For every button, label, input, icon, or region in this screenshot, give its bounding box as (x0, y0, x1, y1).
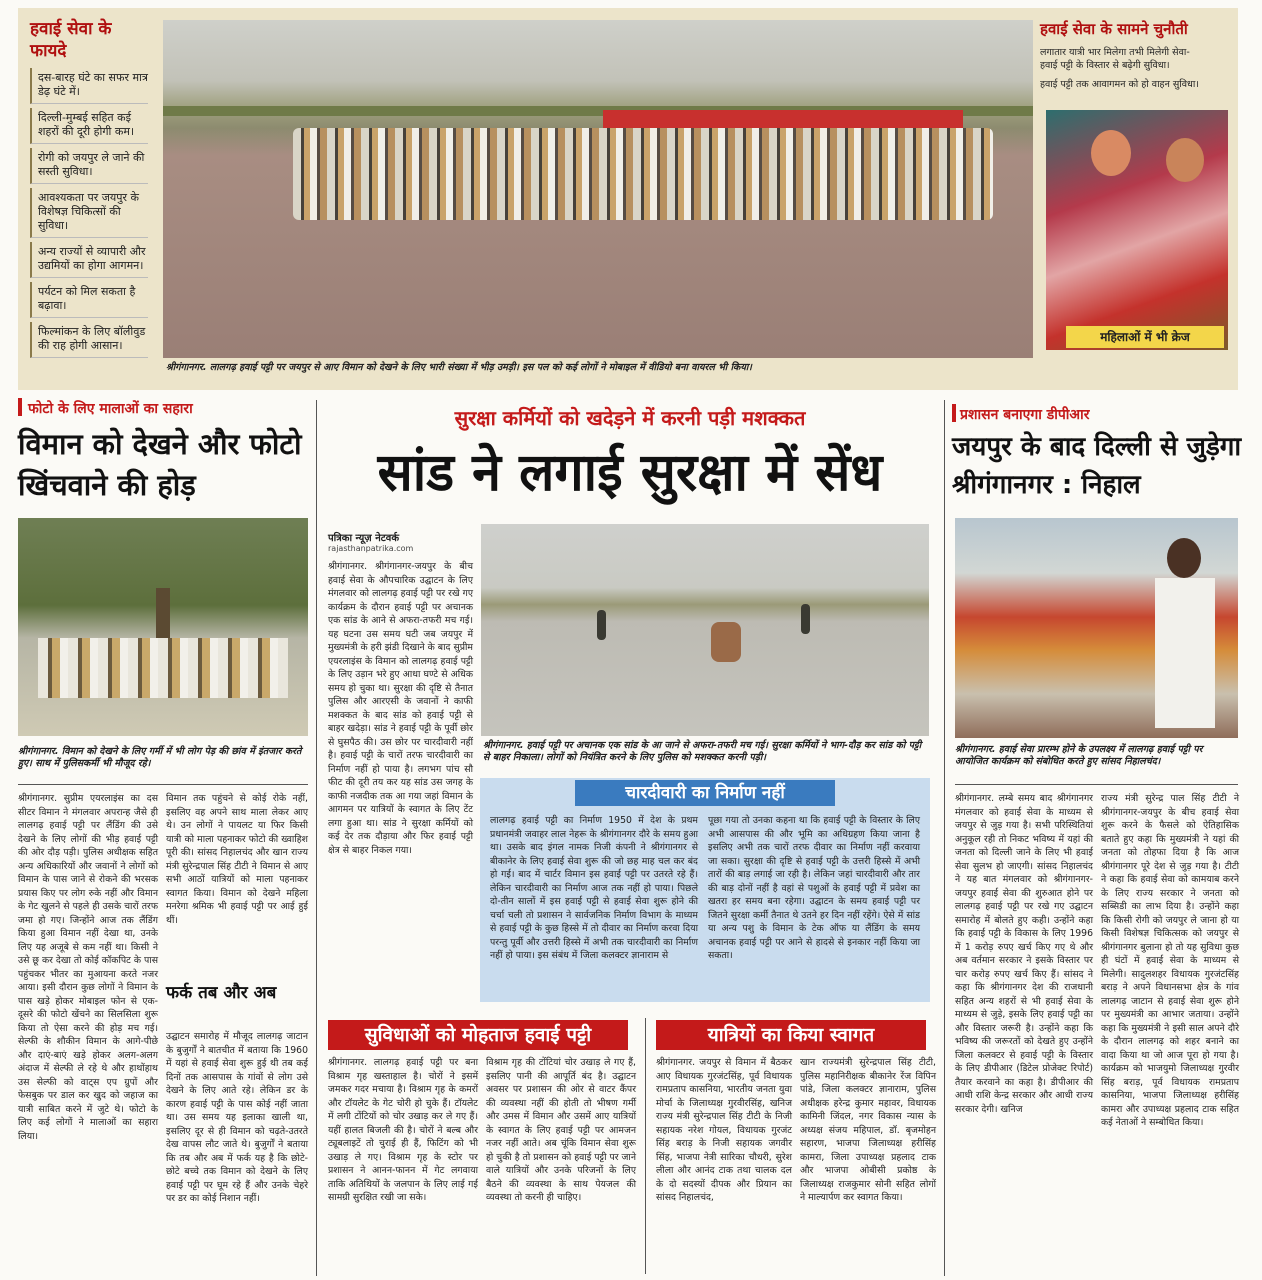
byline: पत्रिका न्यूज़ नेटवर्क (328, 533, 400, 544)
right-col1: श्रीगंगानगर. लम्बे समय बाद श्रीगंगानगर मंगलवार को हवाई सेवा के माध्यम से जयपुर से जुड़ गया है। सभी परिस्थितियां अनुकूल रही तो निकट भविष्य में यहां की जनता को दिल्ली जाने के लिए भी हवाई सेवा सुलभ हो जाएगी। सांसद निहालचंद ने यह बात मंगलवार को श्रीगंगानगर-जयपुर हवाई सेवा की शुरुआत होने पर लालगढ़ हवाई पट्टी पर रखे गए उद्घाटन समारोह में बोलते हुए कही। उन्होंने कहा कि हवाई पट्टी के विकास के लिए 1996 में 1 करोड़ रुपए खर्च किए गए थे और अब वर्तमान सरकार ने इसके विस्तार पर चार करोड़ रुपए खर्च किए हैं। सांसद ने कहा कि श्रीगंगानगर देश की राजधानी सहित अन्य शहरों से भी हवाई सेवा के माध्यम से जुड़े, इसके लिए हवाई पट्टी का और विस्तार जरूरी है। उन्होंने कहा कि भविष्य की जरूरतों को देखते हुए उन्होंने जिला कलक्टर से हवाई पट्टी के विस्तार के लिए डीपीआर (डिटेल प्रोजेक्ट रिपोर्ट) तैयार करवाने का कहा है। डीपीआर की आधी राशि केन्द्र सरकार और आधी राज्य सरकार देगी। खनिज (955, 793, 1093, 1115)
challenge-line: हवाई पट्टी तक आवागमन को हो वाहन सुविधा। (1040, 79, 1199, 90)
left-photo-caption: श्रीगंगानगर. विमान को देखने के लिए गर्मी में भी लोग पेड़ की छांव में इंतजार करते हुए। साथ में पुलिसकर्मी भी मौजूद रहे। (18, 746, 302, 769)
face (1091, 130, 1131, 176)
facilities-col1: श्रीगंगानगर. लालगढ़ हवाई पट्टी पर बना विश्राम गृह खस्ताहाल है। चोरों ने इसमें जमकर गदर मचाया है। विश्राम गृह के कमरों और टॉयलेट के गेट चोरी हो चुके हैं। टॉयलेट में लगी टोंटियों को चोर उखाड़ कर ले गए हैं। यहीं हालत बिजली की है। चोरों ने बल्ब और ट्यूबलाइटें तो चुराई ही हैं, फिटिंग को भी उखाड़ ले गए। विश्राम गृह के स्टोर पर प्रशासन ने आनन-फानन में गेट लगवाया ताकि अतिथियों के जलपान के लिए लाई गई सामग्री सुरक्षित रखी जा सके। (328, 1057, 478, 1203)
speaker-head (1167, 538, 1201, 578)
benefit-item: रोगी को जयपुर ले जाने की सस्ती सुविधा। (30, 148, 148, 184)
wall-col1: लालगढ़ हवाई पट्टी का निर्माण 1950 में देश के प्रथम प्रधानमंत्री जवाहर लाल नेहरू के श्रीगंगानगर दौरे के समय हुआ था। उसके बाद इंगल नामक निजी कंपनी ने श्रीगंगानगर से बीकानेर के लिए हवाई सेवा शुरू की जो छह माह चल कर बंद हो गई। बाद में चार्टर विमान इस हवाई पट्टी पर उतरते रहे हैं। लेकिन चारदीवारी का निर्माण आज तक नहीं हो पाया। पिछले दो-तीन सालों में इस हवाई पट्टी से हवाई सेवा शुरू होने की चर्चा चली तो प्रशासन ने सार्वजनिक निर्माण विभाग के माध्यम से हवाई पट्टी के कुछ हिस्से में तो दीवार का निर्माण करवा दिया परन्तु पूर्वी और उत्तरी हिस्से में अभी तक चारदीवारी का निर्माण नहीं हो पाया। इस संबंध में जिला कलक्टर ज्ञानाराम से (490, 815, 698, 961)
left-col1: श्रीगंगानगर. सुप्रीम एयरलाइंस का दस सीटर विमान ने मंगलवार अपरान्ह जैसे ही लालगढ़ हवाई पट्टी पर लैंडिंग की उसे देखने के लिए लोगों की भीड़ हवाई पट्टी की ओर दौड़ पड़ी। पुलिस अधीक्षक सहित अन्य अधिकारियों और जवानों ने लोगों को विमान के पास जाने से रोकने की भरसक प्रयास किए पर लोग रुके नहीं और विमान के गेट खुलने से पहले ही उसके चारों तरफ जमा हो गए। जिन्होंने आज तक लैंडिंग किया हुआ विमान नहीं देखा था, उनके लिए यह अजूबे से कम नहीं था। किसी ने उसे छू कर देखा तो कोई कॉकपिट के पास पहुंचकर भीतर का मुआयना करते नजर आया। इसी दौरान कुछ लोगों ने विमान के पास खड़े होकर मोबाइल फोन से एक-दूसरे की फोटो खेंचने का सिलसिला शुरू किया तो ऐसा करने की होड़ मच गई। सेल्फी के शौकीन विमान के आगे-पीछे और दाएं-बाएं खड़े होकर अलग-अलग अंदाज में सेल्फी ले रहे थे और हाथोंहाथ उस सेल्फी को वाट्स एप ग्रुपों और फेसबुक पर डाल कर खुद को जहाज का यात्री साबित करने में जुटे थे। फोटो के लिए कई लोगों ने मालाओं का सहारा लिया। (18, 793, 158, 1142)
crowd (293, 128, 993, 220)
left-kicker: फोटो के लिए मालाओं का सहारा (28, 401, 193, 417)
facilities-head: सुविधाओं को मोहताज हवाई पट्टी (328, 1020, 628, 1050)
center-photo-caption: श्रीगंगानगर. हवाई पट्टी पर अचानक एक सांड के आ जाने से अफरा-तफरी मच गई। सुरक्षा कर्मियों ने भाग-दौड़ कर सांड को पट्टी से बाहर निकाला। लोगों को नियंत्रित करने के लिए पुलिस को मशक्कत करनी पड़ी। (483, 740, 922, 763)
center-headline: सांड ने लगाई सुरक्षा में सेंध (377, 443, 883, 503)
divider (955, 784, 1238, 785)
left-col2: विमान तक पहुंचने से कोई रोके नहीं, इसलिए वह अपने साथ माला लेकर आए थे। उन लोगों ने पायलट या फिर किसी यात्री को माला पहनाकर फोटो की ख्वाहिश पूरी की। सांसद निहालचंद और खान राज्य मंत्री सुरेन्द्रपाल सिंह टीटी ने विमान से आए सभी आठों यात्रियों को माला पहनाकर स्वागत किया। विमान को देखने महिला मनरेगा श्रमिक भी हवाई पट्टी पर आई हुई थीं। (166, 793, 308, 926)
divider (18, 784, 308, 785)
tree-photo (18, 518, 308, 736)
challenge-line: लगातार यात्री भार मिलेगा तभी मिलेगी सेवा- (1040, 47, 1190, 58)
right-col2: राज्य मंत्री सुरेन्द्र पाल सिंह टीटी ने श्रीगंगानगर-जयपुर के बीच हवाई सेवा शुरू करने के फैसले को ऐतिहासिक बताते हुए कहा कि मुख्यमंत्री ने यहां की जनता को तोहफा दिया है कि आज श्रीगंगानगर पूरे देश से जुड़ गया है। टीटी ने कहा कि हवाई सेवा को कामयाब करने के लिए राज्य सरकार ने जनता को सब्सिडी का लाभ दिया है। उन्होंने कहा कि किसी रोगी को जयपुर ले जाना हो या किसी विशेषज्ञ चिकित्सक को जयपुर से श्रीगंगानगर बुलाना हो तो यह सुविधा कुछ ही घंटों में हवाई सेवा के माध्यम से मिलेगी। सादुलशहर विधायक गुरजंटसिंह बराड़ ने अपने विधानसभा क्षेत्र के गांव लालगढ़ जाटान से हवाई सेवा शुरू होने पर मुख्यमंत्री का आभार जताया। उन्होंने कहा कि मुख्यमंत्री ने इसी साल अपने दौरे के दौरान लालगढ़ को शहर बनाने का वादा किया था जो आज पूरा हो गया है। कार्यक्रम को भाजयुमो जिलाध्यक्ष गुरवीर सिंह बराड़, पूर्व विधायक रामप्रताप कासनिया, भाजपा जिलाध्यक्ष हरीसिंह कामरा और उपाध्यक्ष प्रहलाद टाक सहित कई नेताओं ने सम्बोधित किया। (1101, 793, 1239, 1128)
top-banner (18, 8, 1238, 390)
welcome-col1: श्रीगंगानगर. जयपुर से विमान में बैठकर आए विधायक गुरजंटसिंह, पूर्व विधायक रामप्रताप कासनिया, भारतीय जनता युवा मोर्चा के जिलाध्यक्ष गुरवीरसिंह, खनिज राज्य मंत्री सुरेन्द्रपाल सिंह टीटी के निजी सहायक नरेश गोयल, विधायक गुरजंट सिंह बराड़ के निजी सहायक जगवीर सिंह, भाजपा नेत्री सारिका चौधरी, सुरेश लीला और आनंद टाक तथा चालक दल के दो सदस्यों दीपक और प्रियान का सांसद निहालचंद, (656, 1057, 792, 1203)
challenge-box (1040, 18, 1230, 91)
kicker-bar (952, 404, 956, 422)
left-col2b: उद्घाटन समारोह में मौजूद लालगढ़ जाटान के बुजुर्गों ने बातचीत में बताया कि 1960 में यहां से हवाई सेवा शुरू हुई थी तब कई दिनों तक आसपास के गांवों से लोग उसे देखने के लिए आते रहे। लेकिन डर के कारण हवाई पट्टी के पास कोई नहीं जाता था। उस समय यह इलाका खाली था, इसलिए दूर से ही विमान को चढ़ते-उतरते देख वापस लौट जाते थे। बुजुर्गों ने बताया कि तब और अब में फर्क यह है कि छोटे-छोटे बच्चे तक विमान को देखने के लिए हवाई पट्टी पर घूम रहे हैं और उनके चेहरे पर डर का कोई निशान नहीं। (166, 1031, 308, 1204)
facilities-col2: विश्राम गृह की टोंटियां चोर उखाड़ ले गए हैं, इसलिए पानी की आपूर्ति बंद है। उद्घाटन अवसर पर प्रशासन की ओर से वाटर कैंपर की व्यवस्था नहीं की होती तो भीषण गर्मी और उमस में विमान और उसमें आए यात्रियों के स्वागत के लिए हवाई पट्टी पर आमजन नजर नहीं आते। अब चूंकि विमान सेवा शुरू हो चुकी है तो प्रशासन को हवाई पट्टी पर जाने वाले यात्रियों और उनके परिजनों के लिए बैठने की व्यवस्था के साथ पेयजल की व्यवस्था तो करनी ही चाहिए। (486, 1057, 636, 1203)
challenge-title: हवाई सेवा के सामने चुनौती (1040, 20, 1188, 38)
challenge-line: हवाई पट्टी के विस्तार से बढ़ेगी सुविधा। (1040, 60, 1170, 71)
welcome-col2: खान राज्यमंत्री सुरेन्द्रपाल सिंह टीटी, पुलिस महानिरीक्षक बीकानेर रेंज विपिन पांडे, जिला कलक्टर ज्ञानाराम, पुलिस अधीक्षक हरेन्द्र कुमार महावर, विधायक कामिनी जिंदल, नगर विकास न्यास के अध्यक्ष संजय महिपाल, डॉ. बृजमोहन सहारण, भाजपा जिलाध्यक्ष हरीसिंह कामरा, जिला उपाध्यक्ष प्रहलाद टाक और भाजपा ओबीसी प्रकोष्ठ के जिलाध्यक्ष राजकुमार सोनी सहित लोगों ने माल्यार्पण कर स्वागत किया। (800, 1057, 936, 1203)
kicker-bar (18, 398, 22, 416)
benefit-item: पर्यटन को मिल सकता है बढ़ावा। (30, 282, 148, 318)
security-person (597, 610, 606, 640)
main-photo-caption: श्रीगंगानगर. लालगढ़ हवाई पट्टी पर जयपुर से आए विमान को देखने के लिए भारी संख्या में भीड़ उमड़ी। इस पल को कई लोगों ने मोबाइल में वीडियो बना वायरल भी किया। (166, 362, 752, 373)
wall-box (480, 778, 930, 1002)
column-rule (944, 400, 945, 1276)
center-col1: श्रीगंगानगर. श्रीगंगानगर-जयपुर के बीच हवाई सेवा के औपचारिक उद्घाटन के लिए मंगलवार को लालगढ़ हवाई पट्टी पर रखे गए कार्यक्रम के दौरान हवाई पट्टी पर अचानक एक सांड के आने से अफरा-तफरी मच गई। यह घटना उस समय घटी जब जयपुर में मुख्यमंत्री के हरी झंडी दिखाने के बाद सुप्रीम एयरलाइंस के विमान को लालगढ़ हवाई पट्टी के लिए उड़ान भरे हुए आधा घण्टे से अधिक समय हो चुका था। सुरक्षा की दृष्टि से तैनात पुलिस और आरएसी के जवानों ने काफी मशक्कत के बाद सांड को हवाई पट्टी से बाहर खदेड़ा। सांड ने हवाई पट्टी के पूर्वी छोर से घुसपैठ की। उस छोर पर चारदीवारी नहीं है। हवाई पट्टी के चारों तरफ चारदीवारी का निर्माण नहीं हो पाया है। लगभग पांच सौ फीट की दूरी तय कर यह सांड उस जगह के काफी नजदीक तक आ गया जहां विमान के आगमन पर यात्रियों के स्वागत के लिए टेंट लगा हुआ था। सांड ने सुरक्षा कर्मियों को कई देर तक दौड़ाया और फिर हवाई पट्टी क्षेत्र से बाहर निकल गया। (328, 561, 473, 856)
benefit-item: आवश्यकता पर जयपुर के विशेषज्ञ चिकित्सों की सुविधा। (30, 188, 148, 238)
speaker-body (1155, 578, 1215, 728)
women-photo (1046, 110, 1228, 350)
byline-site: rajasthanpatrika.com (328, 544, 414, 553)
left-subhead: फर्क तब और अब (166, 983, 277, 1003)
bull-photo (481, 524, 929, 736)
benefits-list (30, 68, 148, 358)
bull (711, 622, 741, 662)
benefits-title: हवाई सेवा के फायदे (30, 19, 112, 61)
welcome-head: यात्रियों का किया स्वागत (656, 1020, 926, 1050)
wall-col2: पूछा गया तो उनका कहना था कि हवाई पट्टी के विस्तार के लिए अभी आसपास की और भूमि का अधिग्रहण किया जाना है इसलिए अभी तक चारों तरफ दीवार का निर्माण नहीं करवाया जा सका। सुरक्षा की दृष्टि से हवाई पट्टी के उत्तरी हिस्से में अभी तारों की बाड़ लगाई जा रही है। लेकिन जहां चारदीवारी और तार की बाड़ दोनों नहीं है वहां से पशुओं के हवाई पट्टी में प्रवेश का खतरा हर समय बना रहेगा। उद्घाटन के समय हवाई पट्टी पर जितने सुरक्षा कर्मी तैनात थे उतने हर दिन नहीं रहेंगे। ऐसे में सांड या अन्य पशु के विमान के टेक ऑफ या लैंडिंग के समय अचानक हवाई पट्टी पर आने से हादसे से इनकार नहीं किया जा सकता। (708, 815, 920, 961)
center-kicker: सुरक्षा कर्मियों को खदेड़ने में करनी पड़ी मशक्कत (454, 406, 806, 430)
benefits-box (30, 18, 148, 362)
column-rule (316, 400, 317, 1276)
benefit-item: दस-बारह घंटे का सफर मात्र डेढ़ घंटे में। (30, 68, 148, 104)
benefit-item: फिल्मांकन के लिए बॉलीवुड की राह होगी आसान। (30, 322, 148, 358)
women-label: महिलाओं में भी क्रेज (1066, 326, 1224, 348)
column-rule (645, 1018, 646, 1274)
right-headline: जयपुर के बाद दिल्ली से जुड़ेगा श्रीगंगानगर : निहाल (952, 432, 1242, 500)
left-headline: विमान को देखने और फोटो खिंचवाने की होड़ (18, 427, 302, 502)
people-under-tree (38, 638, 288, 698)
crowd-photo (163, 20, 1033, 358)
right-photo-caption: श्रीगंगानगर. हवाई सेवा प्रारम्भ होने के उपलक्ष्य में लालगढ़ हवाई पट्टी पर आयोजित कार्यक्रम को संबोधित करते हुए सांसद निहालचंद। (955, 744, 1203, 767)
benefit-item: दिल्ली-मुम्बई सहित कई शहरों की दूरी होगी कम। (30, 108, 148, 144)
security-person (801, 604, 810, 634)
right-kicker: प्रशासन बनाएगा डीपीआर (960, 407, 1090, 423)
speaker-photo (955, 518, 1238, 738)
wall-head: चारदीवारी का निर्माण नहीं (575, 780, 835, 806)
face (1166, 138, 1204, 182)
benefit-item: अन्य राज्यों से व्यापारी और उद्यमियों का होगा आगमन। (30, 242, 148, 278)
